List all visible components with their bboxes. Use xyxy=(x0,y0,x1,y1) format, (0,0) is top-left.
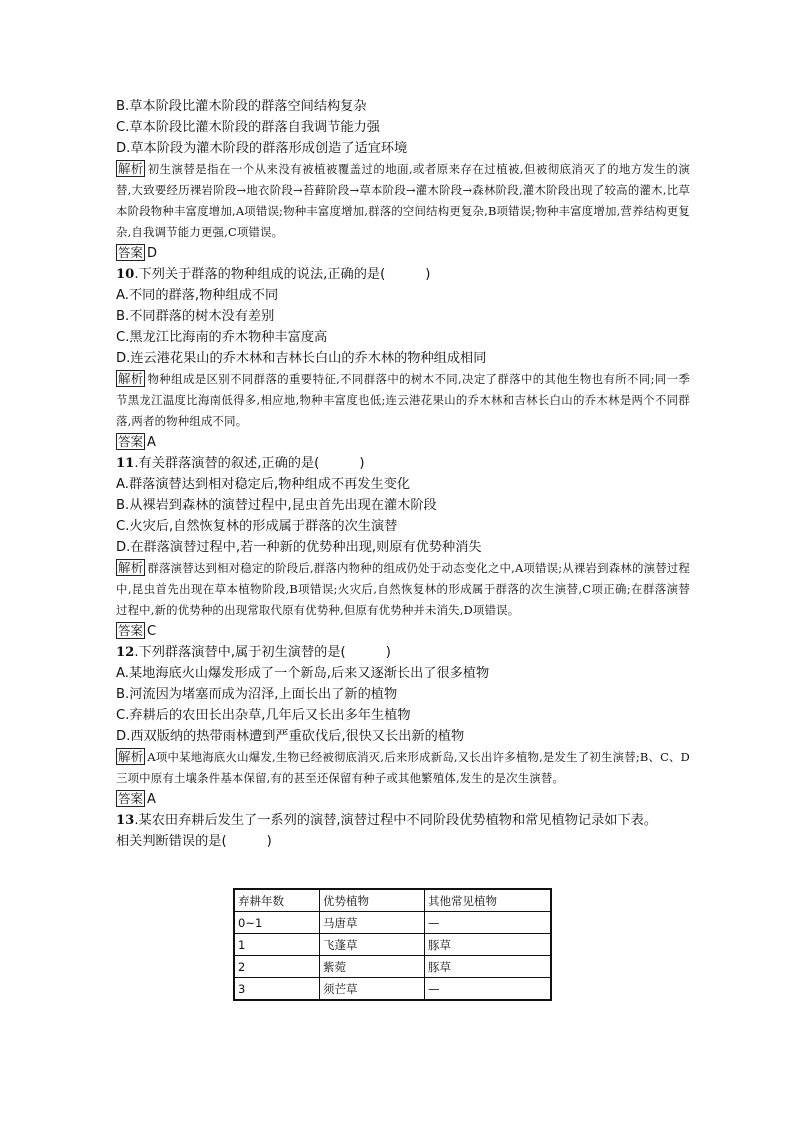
q11-option-b: B.从裸岩到森林的演替过程中,昆虫首先出现在灌木阶段 xyxy=(116,498,437,513)
explanation-tag: 解析 xyxy=(118,371,144,386)
q10-answer xyxy=(116,432,690,453)
q11-option-a: A.群落演替达到相对稳定后,物种组成不再发生变化 xyxy=(116,477,411,492)
q11-option-d: D.在群落演替过程中,若一种新的优势种出现,则原有优势种消失 xyxy=(116,540,482,555)
question-number: 12 xyxy=(116,645,135,660)
answer-tag: 答案 xyxy=(118,434,144,449)
question-number: 13 xyxy=(116,813,135,828)
question-number: 10 xyxy=(116,267,135,282)
answer-value: C xyxy=(147,624,157,639)
option-d: D.草本阶段为灌木阶段的群落形成创造了适宜环境 xyxy=(116,141,408,156)
question-stem: .下列群落演替中,属于初生演替的是( xyxy=(134,645,346,660)
option-b: B.草本阶段比灌木阶段的群落空间结构复杂 xyxy=(116,99,367,114)
explanation-tag: 解析 xyxy=(118,560,144,575)
q12-option-d: D.西双版纳的热带雨林遭到严重砍伐后,很快又长出新的植物 xyxy=(116,729,465,744)
question-stem: .有关群落演替的叙述,正确的是( xyxy=(134,456,320,471)
answer-value: D xyxy=(147,246,158,261)
table-cell: 0~1 xyxy=(234,912,320,934)
table-header: 其他常见植物 xyxy=(425,889,552,912)
q11-answer xyxy=(116,621,690,642)
table-cell: — xyxy=(425,978,552,1001)
explanation-text: 群落演替达到相对稳定的阶段后,群落内物种的组成仍处于动态变化之中,A项错误;从裸岩到森林的演替过程中,昆虫首先出现在草本植物阶段,B项错误;火灾后,自然恢复林的形成属于群落的次生演替,C项正确;在群落演替过程中,新的优势种的出现常取代原有优势种,但原有优势种并未消失,D项错误。 xyxy=(116,561,690,617)
q10-explanation xyxy=(116,369,690,432)
table-cell: 飞蓬草 xyxy=(320,934,425,956)
question-13 xyxy=(116,810,690,831)
explanation-tag: 解析 xyxy=(118,749,144,764)
question-stem: .下列关于群落的物种组成的说法,正确的是( xyxy=(134,267,386,282)
table-cell: 3 xyxy=(234,978,320,1001)
q12-option-a: A.某地海底火山爆发形成了一个新岛,后来又逐渐长出了很多植物 xyxy=(116,666,490,681)
table-row xyxy=(234,934,551,956)
question-10: 10.下列关于群落的物种组成的说法,正确的是( ) xyxy=(116,267,431,282)
option-c: C.草本阶段比灌木阶段的群落自我调节能力强 xyxy=(116,120,380,135)
q11-explanation xyxy=(116,558,690,621)
explanation-text: 初生演替是指在一个从来没有被植被覆盖过的地面,或者原来存在过植被,但被彻底消灭了的地方发生的演替,大致要经历裸岩阶段→地衣阶段→苔藓阶段→草本阶段→灌木阶段→森林阶段,灌木阶段出现了较高的灌木,比草本阶段物种丰富度增加,A项错误;物种丰富度增加,群落的空间结构更复杂,B项错误;物种丰富度增加,营养结构更复杂,自我调节能力更强,C项错误。 xyxy=(116,162,690,239)
document-body xyxy=(116,96,690,852)
table-header-row xyxy=(234,889,551,912)
table-cell: 2 xyxy=(234,956,320,978)
q10-option-d: D.连云港花果山的乔木林和吉林长白山的乔木林的物种组成相同 xyxy=(116,351,487,366)
answer-tag: 答案 xyxy=(118,245,144,260)
table-cell: 1 xyxy=(234,934,320,956)
q12-answer xyxy=(116,789,690,810)
q12-option-b: B.河流因为堵塞而成为沼泽,上面长出了新的植物 xyxy=(116,687,398,702)
table-cell: 紫菀 xyxy=(320,956,425,978)
table-cell: 豚草 xyxy=(425,934,552,956)
answer-tag: 答案 xyxy=(118,623,144,638)
table-header: 弃耕年数 xyxy=(234,889,320,912)
table-row xyxy=(234,978,551,1001)
table-row xyxy=(234,956,551,978)
q12-explanation xyxy=(116,747,690,789)
answer-value: A xyxy=(147,435,156,450)
table-cell: 须芒草 xyxy=(320,978,425,1001)
table-cell: 马唐草 xyxy=(320,912,425,934)
table-cell: — xyxy=(425,912,552,934)
succession-table xyxy=(233,888,552,1001)
question-stem: .某农田弃耕后发生了一系列的演替,演替过程中不同阶段优势植物和常见植物记录如下表。 xyxy=(134,813,658,828)
q10-option-b: B.不同群落的树木没有差别 xyxy=(116,309,275,324)
question-12: 12.下列群落演替中,属于初生演替的是( ) xyxy=(116,645,391,660)
q12-option-c: C.弃耕后的农田长出杂草,几年后又长出多年生植物 xyxy=(116,708,411,723)
question-11: 11.有关群落演替的叙述,正确的是( ) xyxy=(116,456,365,471)
q9-explanation xyxy=(116,159,690,243)
q10-option-a: A.不同的群落,物种组成不同 xyxy=(116,288,279,303)
explanation-text: A项中某地海底火山爆发,生物已经被彻底消灭,后来形成新岛,又长出许多植物,是发生了初生演替;B、C、D三项中原有土壤条件基本保留,有的甚至还保留有种子或其他繁殖体,发生的是次生演替。 xyxy=(116,750,690,785)
question-13-stem-continued: 相关判断错误的是( ) xyxy=(116,834,272,849)
question-number: 11 xyxy=(116,456,135,471)
table-header: 优势植物 xyxy=(320,889,425,912)
answer-tag: 答案 xyxy=(118,791,144,806)
answer-value: A xyxy=(147,792,156,807)
table-cell: 豚草 xyxy=(425,956,552,978)
q10-option-c: C.黑龙江比海南的乔木物种丰富度高 xyxy=(116,330,328,345)
table-row xyxy=(234,912,551,934)
explanation-text: 物种组成是区别不同群落的重要特征,不同群落中的树木不同,决定了群落中的其他生物也有所不同;同一季节黑龙江温度比海南低得多,相应地,物种丰富度也低;连云港花果山的乔木林和吉林长白山的乔木林是两个不同群落,两者的物种组成不同。 xyxy=(116,372,690,428)
explanation-tag: 解析 xyxy=(118,161,144,176)
q9-answer xyxy=(116,243,690,264)
q11-option-c: C.火灾后,自然恢复林的形成属于群落的次生演替 xyxy=(116,519,398,534)
